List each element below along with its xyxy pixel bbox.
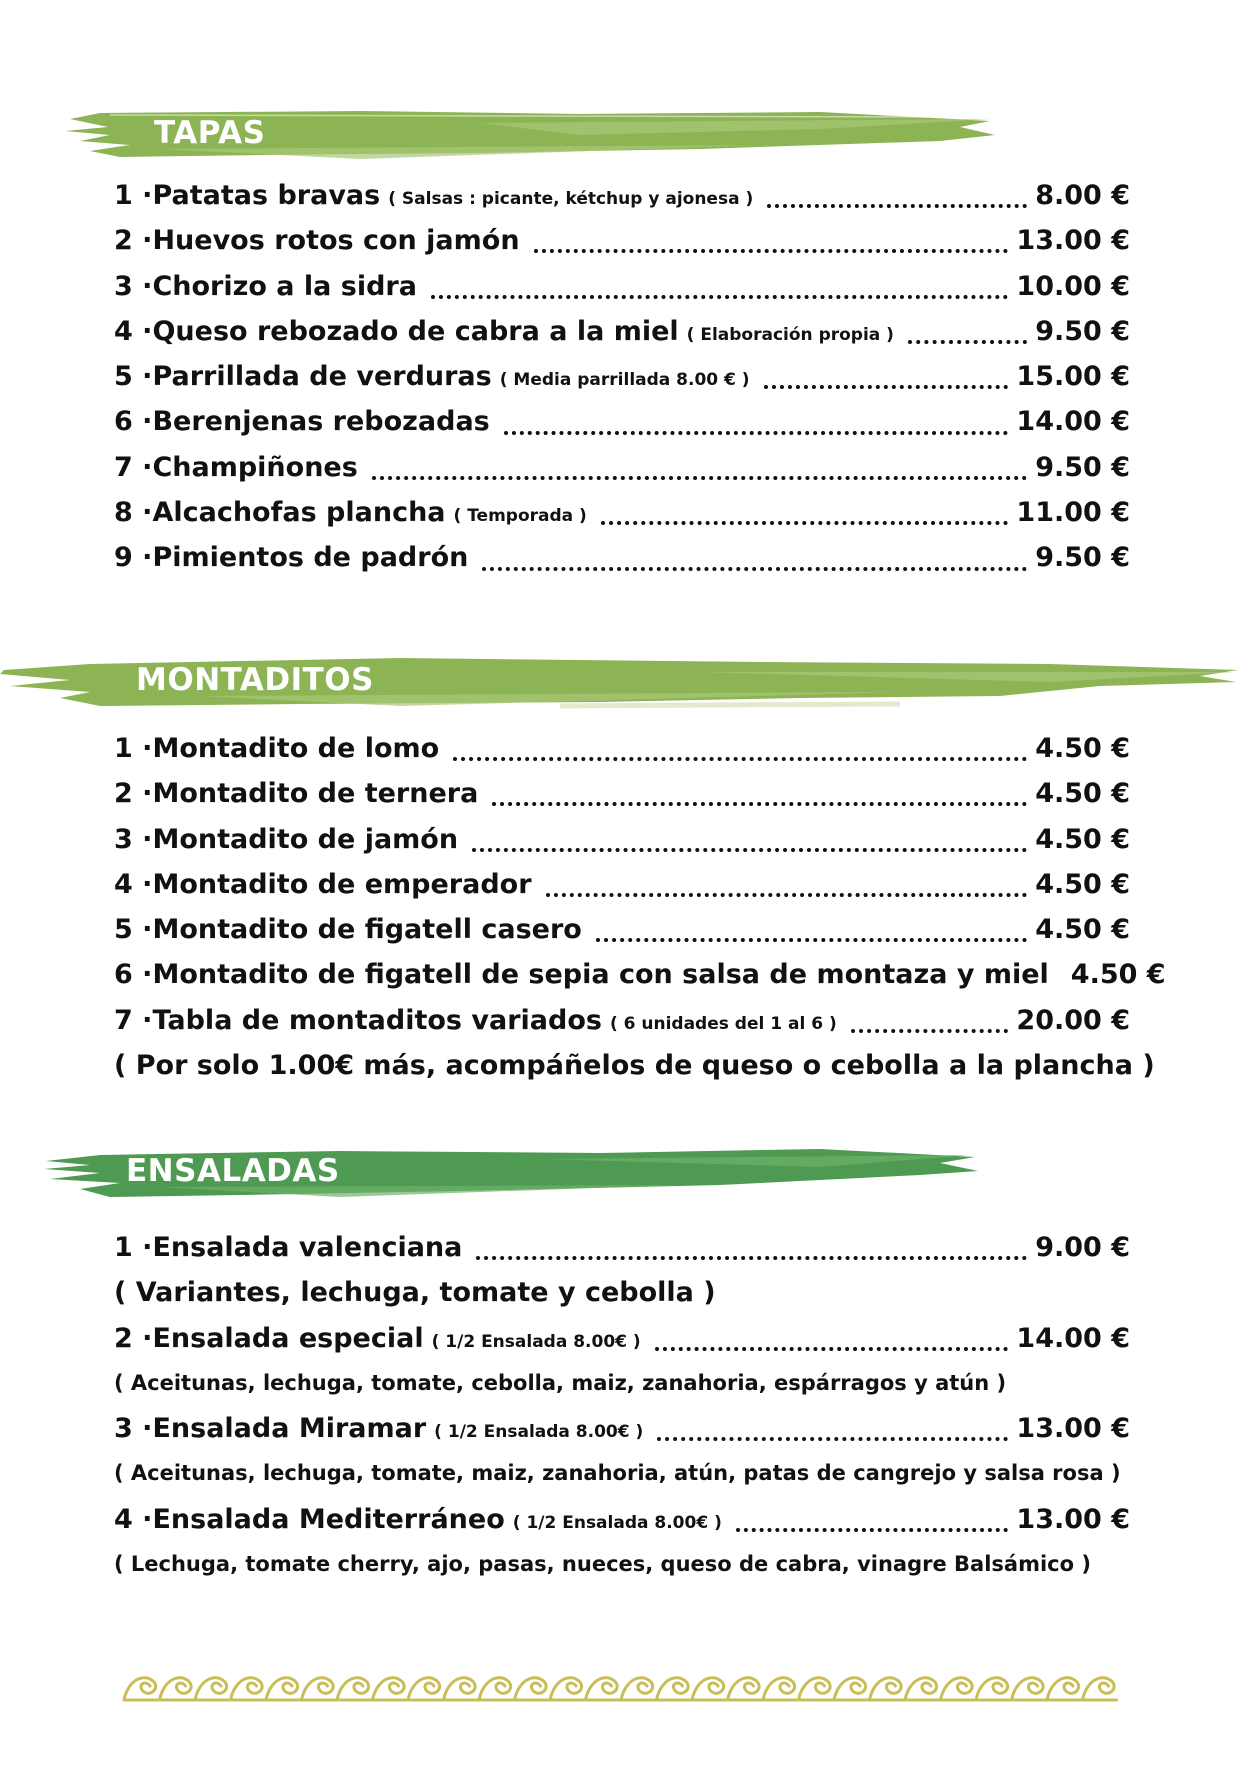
menu-item xyxy=(114,817,1130,862)
dot-leader xyxy=(476,1255,1027,1260)
menu-item xyxy=(114,309,1130,354)
wave-icon xyxy=(621,1678,655,1700)
item-price: 4.50 € xyxy=(1035,823,1130,855)
item-price: 8.00 € xyxy=(1035,180,1130,211)
wave-icon xyxy=(763,1678,797,1700)
item-price: 4.50 € xyxy=(1035,778,1130,810)
wave-icon xyxy=(195,1678,229,1700)
wave-icon xyxy=(692,1678,726,1700)
item-number: 2 · xyxy=(114,778,153,810)
item-price: 14.00 € xyxy=(1016,1322,1130,1354)
wave-icon xyxy=(231,1678,265,1700)
menu-item xyxy=(114,862,1130,907)
wave-icon xyxy=(124,1678,158,1700)
item-name: Berenjenas rebozadas xyxy=(152,406,490,438)
item-price: 9.50 € xyxy=(1035,315,1130,347)
item-name: Queso rebozado de cabra a la miel xyxy=(152,315,679,347)
dot-leader xyxy=(472,847,1027,852)
item-description: ( Aceitunas, lechuga, tomate, cebolla, maiz, zanahoria, espárragos y atún ) xyxy=(114,1370,1007,1395)
item-name: Tabla de montaditos variados xyxy=(152,1004,602,1036)
item-price: 13.00 € xyxy=(1016,1413,1130,1445)
item-note: ( 1/2 Ensalada 8.00€ ) xyxy=(431,1331,641,1352)
item-number: 1 · xyxy=(114,1232,153,1263)
item-number: 3 · xyxy=(114,270,153,302)
wave-icon xyxy=(302,1678,336,1700)
item-name: Ensalada especial xyxy=(152,1322,424,1354)
menu-item xyxy=(114,952,1166,997)
item-number: 2 · xyxy=(114,225,153,257)
menu-item xyxy=(114,1316,1130,1361)
wave-icon xyxy=(941,1678,975,1700)
item-description: ( Variantes, lechuga, tomate y cebolla ) xyxy=(114,1277,716,1309)
wave-border-icon xyxy=(118,1664,1118,1712)
item-price: 14.00 € xyxy=(1016,406,1130,438)
item-number: 1 · xyxy=(114,180,153,211)
menu-item xyxy=(114,218,1130,263)
dot-leader xyxy=(546,892,1028,897)
item-price: 11.00 € xyxy=(1016,497,1130,529)
wave-icon xyxy=(479,1678,513,1700)
item-note: ( 1/2 Ensalada 8.00€ ) xyxy=(434,1422,644,1443)
item-note: ( Elaboración propia ) xyxy=(686,324,894,345)
wave-icon xyxy=(266,1678,300,1700)
item-price: 15.00 € xyxy=(1016,361,1130,393)
dot-leader xyxy=(767,203,1027,208)
item-number: 3 · xyxy=(114,1413,153,1445)
ensaladas-title: ENSALADAS xyxy=(126,1153,340,1189)
wave-icon xyxy=(550,1678,584,1700)
item-number: 6 · xyxy=(114,406,153,438)
item-name: Ensalada valenciana xyxy=(152,1232,463,1263)
menu-item xyxy=(114,998,1130,1043)
wave-icon xyxy=(160,1678,194,1700)
item-price: 4.50 € xyxy=(1035,868,1130,900)
wave-icon xyxy=(976,1678,1010,1700)
dot-leader xyxy=(655,1346,1009,1351)
item-price: 9.00 € xyxy=(1035,1232,1130,1263)
item-number: 4 · xyxy=(114,315,153,347)
dot-leader xyxy=(596,937,1027,942)
item-name: Ensalada Miramar xyxy=(152,1413,427,1445)
item-note: ( Temporada ) xyxy=(453,506,587,527)
item-number: 2 · xyxy=(114,1322,153,1354)
item-number: 7 · xyxy=(114,451,153,483)
menu-item xyxy=(114,535,1130,580)
item-price: 13.00 € xyxy=(1016,225,1130,257)
wave-icon xyxy=(834,1678,868,1700)
montaditos-list xyxy=(114,726,1166,1088)
wave-icon xyxy=(444,1678,478,1700)
item-note: ( 6 unidades del 1 al 6 ) xyxy=(609,1013,837,1034)
item-price: 9.50 € xyxy=(1035,542,1130,574)
wave-icon xyxy=(1047,1678,1081,1700)
dot-leader xyxy=(504,430,1009,435)
montaditos-banner xyxy=(0,652,1240,718)
montaditos-footnote: ( Por solo 1.00€ más, acompáñelos de queso o cebolla a la plancha ) xyxy=(114,1050,1155,1082)
wave-icon xyxy=(657,1678,691,1700)
item-name: Montadito de emperador xyxy=(152,868,532,900)
item-name: Montadito de jamón xyxy=(152,823,459,855)
item-number: 8 · xyxy=(114,497,153,529)
item-name: Huevos rotos con jamón xyxy=(152,225,520,257)
menu-item xyxy=(114,907,1130,952)
dot-leader xyxy=(431,294,1008,299)
item-number: 5 · xyxy=(114,914,153,946)
menu-item xyxy=(114,173,1130,218)
item-name: Montadito de lomo xyxy=(152,733,440,764)
item-name: Champiñones xyxy=(152,451,358,483)
menu-item xyxy=(114,264,1130,309)
item-description: ( Lechuga, tomate cherry, ajo, pasas, nueces, queso de cabra, vinagre Balsámico ) xyxy=(114,1552,1091,1577)
dot-leader xyxy=(601,520,1009,525)
wave-icon xyxy=(337,1678,371,1700)
item-name: Alcachofas plancha xyxy=(152,497,446,529)
item-number: 6 · xyxy=(114,959,153,991)
ensaladas-list xyxy=(114,1225,1130,1587)
dot-leader xyxy=(482,566,1027,571)
item-name: Chorizo a la sidra xyxy=(152,270,417,302)
menu-item xyxy=(114,399,1130,444)
tapas-list xyxy=(114,173,1130,581)
menu-item xyxy=(114,771,1130,816)
item-note: ( Media parrillada 8.00 € ) xyxy=(499,370,750,391)
item-number: 9 · xyxy=(114,542,153,574)
item-number: 4 · xyxy=(114,868,153,900)
item-note: ( Salsas : picante, kétchup y ajonesa ) xyxy=(388,189,754,209)
dot-leader xyxy=(492,801,1027,806)
ensaladas-banner xyxy=(40,1143,980,1209)
dot-leader xyxy=(657,1436,1008,1441)
item-name: Montadito de figatell casero xyxy=(152,914,582,946)
item-price: 13.00 € xyxy=(1016,1503,1130,1535)
item-price: 4.50 € xyxy=(1070,959,1166,991)
wave-icon xyxy=(1012,1678,1046,1700)
item-price: 20.00 € xyxy=(1016,1004,1130,1036)
item-price: 9.50 € xyxy=(1035,451,1130,483)
menu-item xyxy=(114,445,1130,490)
item-number: 7 · xyxy=(114,1004,153,1036)
dot-leader xyxy=(534,248,1009,253)
wave-icon xyxy=(728,1678,762,1700)
menu-item xyxy=(114,1406,1130,1451)
wave-icon xyxy=(870,1678,904,1700)
wave-icon xyxy=(515,1678,549,1700)
item-note: ( 1/2 Ensalada 8.00€ ) xyxy=(512,1512,722,1533)
tapas-title: TAPAS xyxy=(154,115,266,151)
dot-leader xyxy=(736,1527,1009,1532)
item-number: 5 · xyxy=(114,361,153,393)
item-description: ( Aceitunas, lechuga, tomate, maiz, zanahoria, atún, patas de cangrejo y salsa rosa ) xyxy=(114,1461,1121,1486)
dot-leader xyxy=(764,384,1009,389)
dot-leader xyxy=(453,756,1027,761)
item-name: Ensalada Mediterráneo xyxy=(152,1503,505,1535)
item-name: Parrillada de verduras xyxy=(152,361,492,393)
item-number: 1 · xyxy=(114,733,153,764)
item-name: Patatas bravas xyxy=(152,180,381,211)
menu-item xyxy=(114,1225,1130,1270)
dot-leader xyxy=(851,1028,1009,1033)
item-price: 10.00 € xyxy=(1016,270,1130,302)
item-number: 4 · xyxy=(114,1503,153,1535)
wave-icon xyxy=(905,1678,939,1700)
menu-item xyxy=(114,1497,1130,1542)
dot-leader xyxy=(372,475,1027,480)
item-name: Montadito de ternera xyxy=(152,778,479,810)
montaditos-title: MONTADITOS xyxy=(136,662,374,698)
menu-item xyxy=(114,490,1130,535)
menu-item xyxy=(114,354,1130,399)
wave-icon xyxy=(373,1678,407,1700)
menu-item xyxy=(114,726,1130,771)
wave-icon xyxy=(586,1678,620,1700)
item-name: Pimientos de padrón xyxy=(152,542,469,574)
item-number: 3 · xyxy=(114,823,153,855)
item-price: 4.50 € xyxy=(1035,914,1130,946)
item-price: 4.50 € xyxy=(1035,733,1130,764)
wave-icon xyxy=(1083,1678,1117,1700)
wave-icon xyxy=(799,1678,833,1700)
tapas-banner xyxy=(60,105,1000,171)
item-name: Montadito de figatell de sepia con salsa de montaza y miel xyxy=(152,959,1049,991)
wave-icon xyxy=(408,1678,442,1700)
dot-leader xyxy=(908,339,1027,344)
